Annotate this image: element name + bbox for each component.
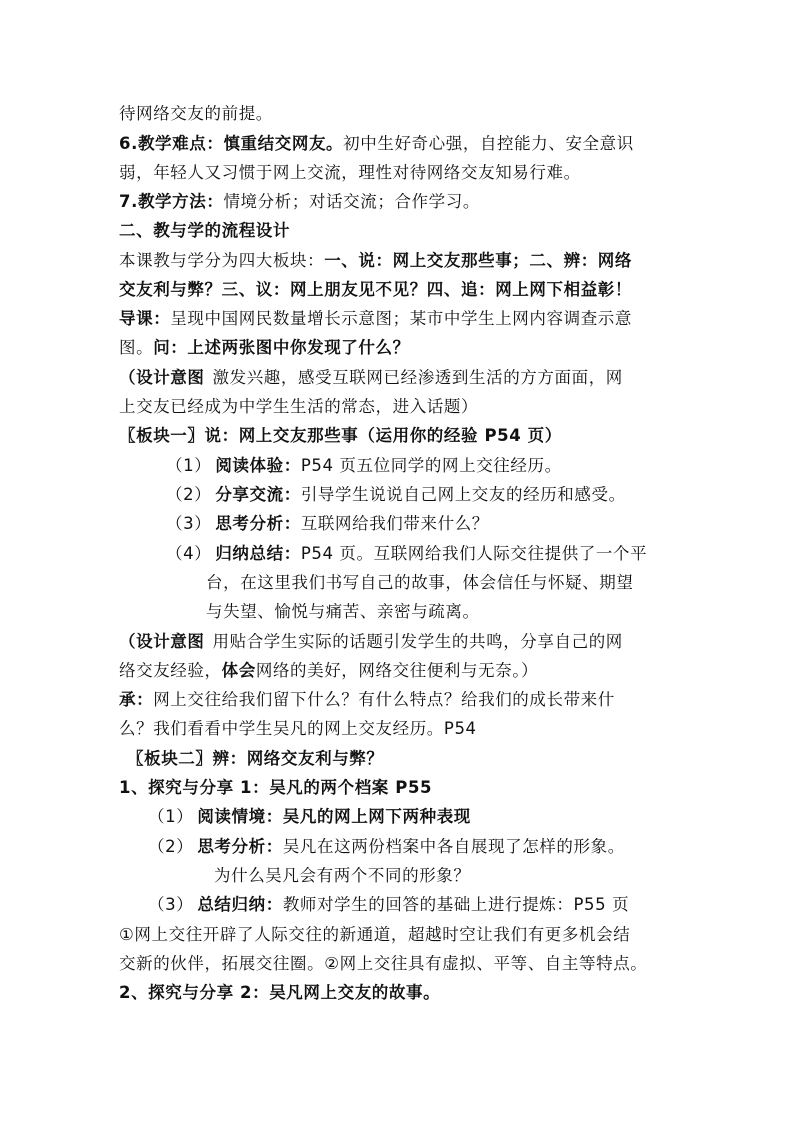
inquiry-heading: 2、探究与分享 2：吴凡网上交友的故事。 (119, 983, 441, 1002)
list-item: （3） 总结归纳：教师对学生的回答的基础上进行提炼：P55 页 (148, 895, 630, 914)
text-line: 本课教与学分为四大板块：一、说：网上交友那些事；二、辨：网络 (119, 251, 633, 270)
difficulty-heading: 6.教学难点：慎重结交网友。 (119, 134, 344, 153)
list-item: （3） 思考分析：互联网给我们带来什么？ (166, 514, 489, 533)
list-item: （1） 阅读情境：吴凡的网上网下两种表现 (148, 807, 471, 826)
block-one-heading: 〖板块一〗说：网上交友那些事（运用你的经验 P54 页） (119, 426, 562, 445)
list-item: （4） 归纳总结：P54 页。互联网给我们人际交往提供了一个平 (166, 544, 648, 563)
block-two-heading: 〖板块二〗辨：网络交友利与弊？ (127, 749, 384, 768)
text-line: （设计意图 激发兴趣，感受互联网已经渗透到生活的方方面面，网 (119, 368, 623, 387)
text-line: 上交友已经成为中学生生活的常态，进入话题） (119, 397, 479, 416)
text-line: 络交友经验，体会网络的美好，网络交往便利与无奈。） (119, 661, 539, 680)
text-line: 为什么吴凡会有两个不同的形象？ (214, 866, 471, 885)
method-heading: 7.教学方法： (119, 192, 224, 211)
text-line: 承：网上交往给我们留下什么？有什么特点？给我们的成长带来什 (119, 690, 615, 709)
text-line: 交新的伙伴，拓展交往圈。②网上交往具有虚拟、平等、自主等特点。 (119, 954, 648, 973)
text-line: ①网上交往开辟了人际交往的新通道，超越时空让我们有更多机会结 (119, 925, 631, 944)
text-line: 弱，年轻人又习惯于网上交流，理性对待网络交友知易行难。 (119, 163, 581, 182)
text-line: 7.教学方法：情境分析；对话交流；合作学习。 (119, 192, 480, 211)
list-item: （1） 阅读体验：P54 页五位同学的网上交往经历。 (166, 456, 562, 475)
inquiry-heading: 1、探究与分享 1：吴凡的两个档案 P55 (119, 778, 433, 797)
section-heading: 二、教与学的流程设计 (119, 221, 290, 240)
list-item: （2） 思考分析：吴凡在这两份档案中各自展现了怎样的形象。 (148, 837, 625, 856)
text-line: 交友利与弊？三、议：网上朋友见不见？四、追：网上网下相益彰！ (119, 280, 632, 299)
text-line: 6.教学难点：慎重结交网友。初中生好奇心强，自控能力、安全意识 (119, 134, 634, 153)
text-line: 台，在这里我们书写自己的故事，体会信任与怀疑、期望 (206, 573, 634, 592)
text-line: 图。问：上述两张图中你发现了什么？ (119, 338, 410, 357)
text-line: （设计意图 用贴合学生实际的话题引发学生的共鸣，分享自己的网 (119, 632, 623, 651)
text-line: 与失望、愉悦与痛苦、亲密与疏离。 (206, 602, 480, 621)
text-line: 么？我们看看中学生吴凡的网上交友经历。P54 (119, 719, 477, 738)
text-line: 导课：呈现中国网民数量增长示意图；某市中学生上网内容调查示意 (119, 309, 633, 328)
text-line: 待网络交友的前提。 (119, 104, 273, 123)
list-item: （2） 分享交流：引导学生说说自己网上交友的经历和感受。 (166, 485, 626, 504)
